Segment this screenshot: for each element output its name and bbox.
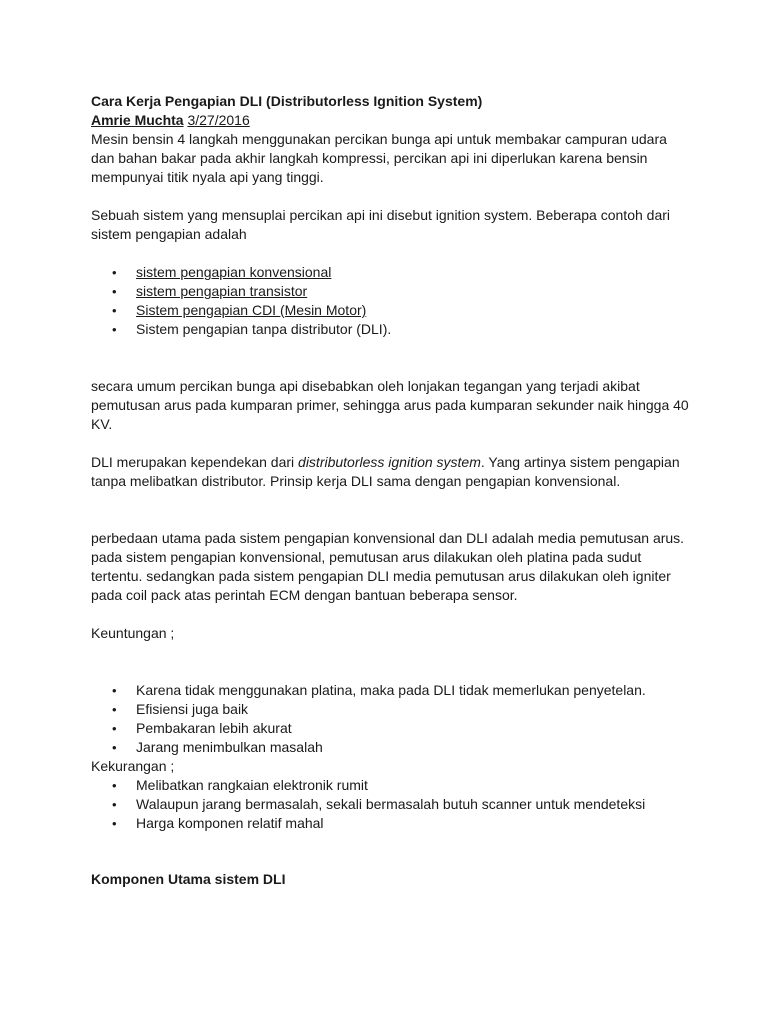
article-title: Cara Kerja Pengapian DLI (Distributorless Ignition System) [91,93,483,109]
spark-paragraph: secara umum percikan bunga api disebabkan oleh lonjakan tegangan yang terjadi akibat pemutusan arus pada kumparan primer, sehingga arus pada kumparan sekunder naik hingga 40 KV. [91,378,689,432]
dli-text-start: DLI merupakan kependekan dari [91,454,299,470]
ignition-systems-list [91,263,691,339]
list-item: • Harga komponen relatif mahal [91,814,691,833]
dli-definition-paragraph [91,453,691,491]
system-dli: Sistem pengapian tanpa distributor (DLI). [136,321,392,337]
dli-text-end: . Yang artinya sistem pengapian tanpa melibatkan distributor. Prinsip kerja DLI sama dengan pengapian konvensional. [91,454,680,489]
list-item: • Pembakaran lebih akurat [91,719,691,738]
system-link-conventional[interactable]: sistem pengapian konvensional [136,264,332,280]
list-item: • Jarang menimbulkan masalah [91,738,691,757]
list-item[interactable] [91,263,691,282]
dli-term-italic: distributorless ignition system [298,454,481,470]
document-body [91,92,691,889]
author-link[interactable]: Amrie Muchta [91,112,184,128]
disadvantages-list [91,776,691,833]
difference-paragraph: perbedaan utama pada sistem pengapian konvensional dan DLI adalah media pemutusan arus. pada sistem pengapian konvensional, pemutusan arus dilakukan oleh platina pada sudut tertentu. sedangkan pada sistem pengapian DLI media pemutusan arus dilakukan oleh igniter pada coil pack atas perintah ECM dengan bantuan beberapa sensor. [91,530,685,603]
list-item: • Melibatkan rangkaian elektronik rumit [91,776,691,795]
system-link-transistor[interactable]: sistem pengapian transistor [136,283,308,299]
list-item [91,320,691,339]
intro-paragraph: Mesin bensin 4 langkah menggunakan percikan bunga api untuk membakar campuran udara dan bahan bakar pada akhir langkah kompressi, percikan api ini diperlukan karena bensin mempunyai titik nyala api yang tinggi. [91,131,667,185]
system-link-cdi[interactable]: Sistem pengapian CDI (Mesin Motor) [136,302,367,318]
list-item: • Karena tidak menggunakan platina, maka pada DLI tidak memerlukan penyetelan. [91,681,691,700]
disadvantages-label: Kekurangan ; [91,758,175,774]
list-item[interactable] [91,301,691,320]
list-item: • Walaupun jarang bermasalah, sekali bermasalah butuh scanner untuk mendeteksi [91,795,691,814]
section-heading: Komponen Utama sistem DLI [91,871,286,887]
ignition-system-paragraph: Sebuah sistem yang mensuplai percikan api ini disebut ignition system. Beberapa contoh dari sistem pengapian adalah [91,207,671,242]
advantages-list [91,681,691,757]
advantages-label: Keuntungan ; [91,625,175,641]
list-item[interactable] [91,282,691,301]
date-link[interactable]: 3/27/2016 [187,112,250,128]
byline [91,111,691,130]
list-item: • Efisiensi juga baik [91,700,691,719]
